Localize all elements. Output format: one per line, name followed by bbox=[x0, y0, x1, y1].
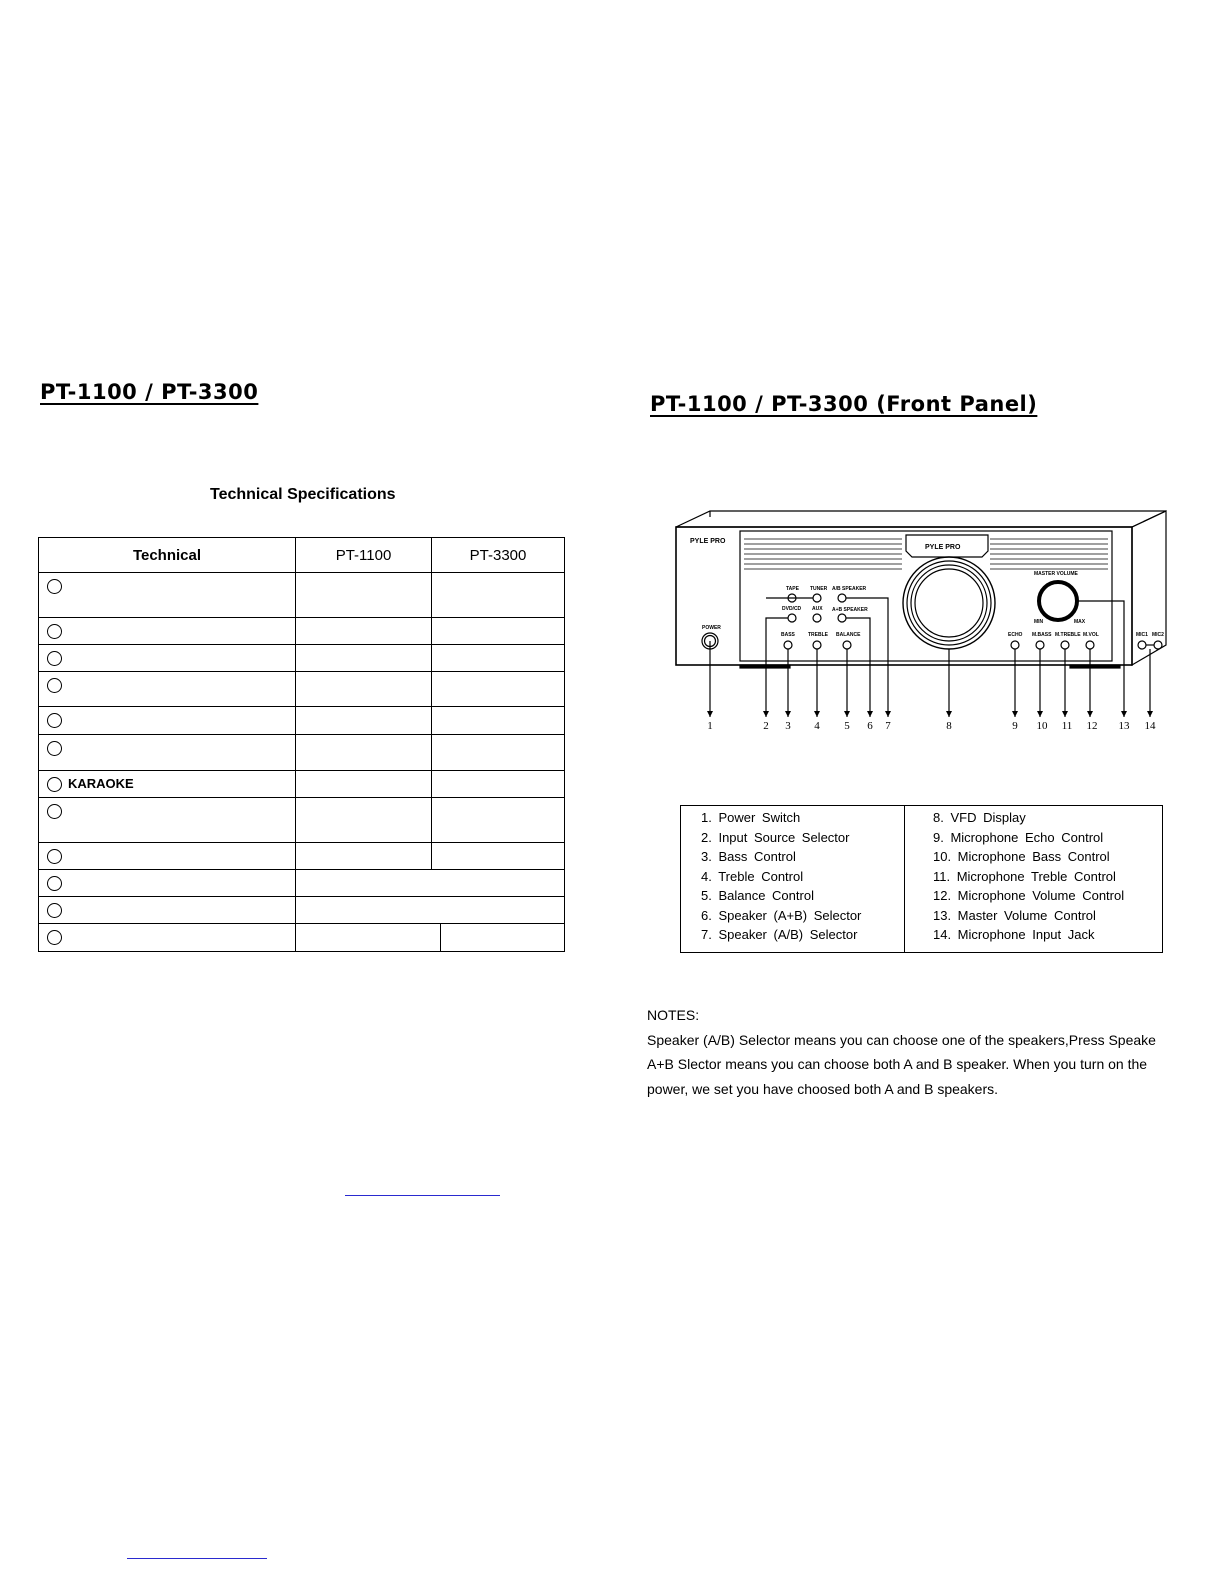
panel-label-m-vol: M.VOL bbox=[1083, 632, 1099, 638]
circle-marker bbox=[47, 678, 62, 693]
callout-number: 6 bbox=[867, 720, 873, 732]
legend-item: 5. Balance Control bbox=[701, 888, 814, 903]
panel-label-m-bass: M.BASS bbox=[1032, 632, 1052, 638]
notes-line: power, we set you have choosed both A and B speakers. bbox=[647, 1080, 999, 1097]
karaoke-label: KARAOKE bbox=[68, 776, 134, 791]
right-page-title: PT-1100 / PT-3300 (Front Panel) bbox=[650, 392, 1038, 416]
callout-number: 11 bbox=[1061, 720, 1073, 732]
circle-marker bbox=[47, 713, 62, 728]
col-header-pt1100: PT-1100 bbox=[296, 538, 432, 573]
hyperlink-underline[interactable] bbox=[345, 1195, 500, 1196]
legend-left-column bbox=[681, 806, 905, 953]
callout-number: 13 bbox=[1118, 720, 1130, 732]
callout-number: 9 bbox=[1012, 720, 1018, 732]
table-row bbox=[39, 924, 565, 952]
callout-number: 10 bbox=[1036, 720, 1048, 732]
circle-marker bbox=[47, 624, 62, 639]
table-row bbox=[39, 573, 565, 618]
legend-item: 7. Speaker (A/B) Selector bbox=[701, 927, 858, 942]
legend-item: 2. Input Source Selector bbox=[701, 829, 850, 845]
legend-item: 4. Treble Control bbox=[701, 868, 804, 884]
callout-number: 5 bbox=[844, 720, 850, 732]
circle-marker bbox=[47, 777, 62, 792]
circle-marker bbox=[47, 741, 62, 756]
panel-label-mic2: MIC2 bbox=[1152, 632, 1164, 638]
col-header-technical: Technical bbox=[39, 538, 296, 573]
col-header-pt3300: PT-3300 bbox=[432, 538, 565, 573]
callout-number: 1 bbox=[707, 720, 713, 732]
circle-marker bbox=[47, 579, 62, 594]
callout-number: 4 bbox=[814, 720, 820, 732]
panel-label-m-treble: M.TREBLE bbox=[1055, 632, 1081, 638]
spec-table bbox=[38, 537, 565, 952]
hyperlink-underline[interactable] bbox=[127, 1558, 267, 1559]
table-row bbox=[39, 618, 565, 645]
panel-brand-center: PYLE PRO bbox=[925, 544, 961, 551]
notes-line: A+B Slector means you can choose both A and B speaker. When you turn on the bbox=[647, 1056, 1148, 1072]
table-header-row bbox=[39, 538, 565, 573]
callout-number: 3 bbox=[785, 720, 791, 732]
table-row bbox=[39, 707, 565, 735]
panel-label-min: MIN bbox=[1034, 619, 1044, 625]
panel-label-aux: AUX bbox=[812, 606, 823, 612]
legend-item: 8. VFD Display bbox=[933, 810, 1026, 825]
circle-marker bbox=[47, 876, 62, 891]
table-row bbox=[39, 798, 565, 843]
panel-label-ab-speaker: A/B SPEAKER bbox=[832, 586, 867, 592]
table-row bbox=[39, 735, 565, 771]
notes-heading: NOTES: bbox=[647, 1007, 700, 1023]
callout-number: 2 bbox=[763, 720, 769, 732]
left-page-title: PT-1100 / PT-3300 bbox=[40, 380, 259, 404]
legend-item: 3. Bass Control bbox=[701, 849, 796, 864]
legend-item: 13. Master Volume Control bbox=[933, 907, 1096, 923]
panel-label-tape: TAPE bbox=[786, 586, 799, 592]
callout-number: 7 bbox=[885, 720, 891, 732]
notes-section bbox=[647, 1003, 1225, 1101]
legend-item: 9. Microphone Echo Control bbox=[933, 829, 1104, 845]
legend-item: 6. Speaker (A+B) Selector bbox=[701, 907, 862, 923]
panel-label-dvd: DVD/CD bbox=[782, 606, 802, 612]
legend-item: 12. Microphone Volume Control bbox=[933, 888, 1125, 903]
table-row bbox=[39, 645, 565, 672]
panel-label-balance: BALANCE bbox=[836, 632, 861, 638]
panel-label-tuner: TUNER bbox=[810, 586, 828, 592]
callout-number: 8 bbox=[946, 720, 952, 732]
table-row bbox=[39, 897, 565, 924]
circle-marker bbox=[47, 804, 62, 819]
callout-number: 12 bbox=[1086, 720, 1098, 732]
legend-right-column bbox=[905, 806, 1163, 953]
spec-title: Technical Specifications bbox=[210, 486, 396, 503]
legend-item: 14. Microphone Input Jack bbox=[933, 927, 1095, 942]
circle-marker bbox=[47, 930, 62, 945]
panel-label-master-volume: MASTER VOLUME bbox=[1034, 571, 1078, 577]
panel-label-treble: TREBLE bbox=[808, 632, 828, 638]
front-panel-diagram bbox=[670, 505, 1170, 745]
circle-marker bbox=[47, 849, 62, 864]
panel-label-bass: BASS bbox=[781, 632, 795, 638]
panel-brand-left: PYLE PRO bbox=[690, 538, 726, 545]
panel-label-aplusb-speaker: A+B SPEAKER bbox=[832, 607, 868, 613]
panel-label-max: MAX bbox=[1074, 619, 1086, 625]
table-row bbox=[39, 771, 565, 798]
table-row bbox=[39, 870, 565, 897]
legend-item: 10. Microphone Bass Control bbox=[933, 849, 1110, 864]
legend-item: 11. Microphone Treble Control bbox=[933, 868, 1116, 884]
panel-label-power: POWER bbox=[702, 625, 721, 631]
table-row bbox=[39, 843, 565, 870]
table-row bbox=[39, 672, 565, 707]
legend-table bbox=[680, 805, 1163, 953]
callout-number: 14 bbox=[1144, 720, 1156, 732]
panel-label-mic1: MIC1 bbox=[1136, 632, 1148, 638]
legend-item: 1. Power Switch bbox=[701, 810, 801, 825]
notes-line: Speaker (A/B) Selector means you can choose one of the speakers,Press Speake bbox=[647, 1031, 1156, 1048]
circle-marker bbox=[47, 651, 62, 666]
circle-marker bbox=[47, 903, 62, 918]
panel-label-echo: ECHO bbox=[1008, 632, 1023, 638]
